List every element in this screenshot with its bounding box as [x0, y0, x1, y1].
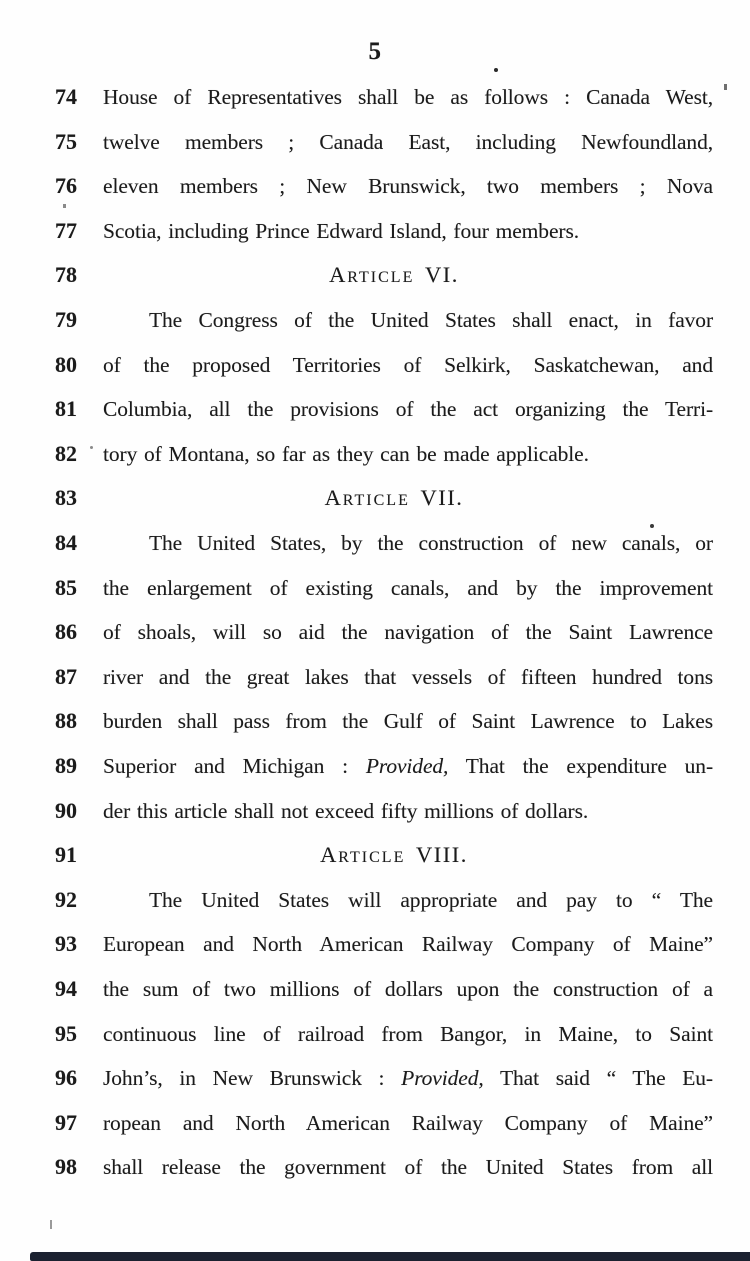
line-number: 87 [55, 663, 77, 689]
text-segment: of the proposed Territories of Selkirk, Saskatchewan, and [103, 352, 713, 377]
article-heading [103, 253, 713, 298]
line-text [103, 610, 713, 655]
scan-speck [90, 446, 93, 449]
smallcaps-text: Article [324, 485, 410, 511]
document-line [0, 789, 713, 834]
line-number: 83 [55, 485, 77, 511]
document-line [0, 1012, 713, 1057]
line-text [103, 967, 713, 1012]
document-line [0, 1145, 713, 1190]
italic-text: Provided, [365, 754, 449, 778]
document-line [0, 75, 713, 120]
line-text [103, 1145, 713, 1190]
line-text [103, 387, 713, 432]
text-segment: John’s, in New Brunswick : [103, 1066, 402, 1091]
line-number: 96 [55, 1065, 77, 1091]
line-number: 85 [55, 574, 77, 600]
line-number: 75 [55, 128, 77, 154]
line-text [103, 521, 713, 566]
text-segment: ropean and North American Railway Company of Maine” [103, 1110, 713, 1135]
scan-speck [494, 68, 498, 72]
document-line [0, 1056, 713, 1101]
line-text [103, 1056, 713, 1101]
line-number: 84 [55, 530, 77, 555]
line-text [103, 566, 713, 611]
text-segment: That the expenditure un- [448, 754, 714, 778]
smallcaps-text: Article [329, 262, 415, 288]
line-number: 89 [55, 753, 77, 778]
line-number: 93 [55, 931, 77, 957]
text-segment: House of Representatives shall be as follows : Canada West, [103, 85, 713, 109]
line-text [103, 343, 713, 388]
line-number: 77 [55, 217, 77, 243]
line-text [103, 789, 713, 834]
document-line [0, 298, 713, 343]
document-line [0, 521, 713, 566]
scan-speck [724, 84, 727, 90]
document-line [0, 744, 713, 789]
text-segment: river and the great lakes that vessels of fifteen hundred tons [103, 664, 713, 689]
text-segment: European and North American Railway Company of Maine” [103, 932, 713, 957]
line-number: 88 [55, 708, 77, 734]
text-segment: burden shall pass from the Gulf of Saint Lawrence to Lakes [103, 709, 713, 734]
text-segment: Superior and Michigan : [103, 754, 366, 778]
text-segment: Scotia, including Prince Edward Island, four members. [103, 218, 579, 243]
line-number: 80 [55, 351, 77, 377]
line-number: 90 [55, 797, 77, 823]
article-heading-row [0, 253, 713, 298]
text-segment: That said “ The Eu- [483, 1066, 713, 1091]
article-heading [103, 833, 713, 878]
text-segment: The Congress of the United States shall enact, in favor [149, 308, 713, 332]
document-line [0, 566, 713, 611]
document-line [0, 610, 713, 655]
line-text [103, 432, 713, 477]
article-heading-row [0, 833, 713, 878]
text-segment: shall release the government of the United States from all [103, 1155, 713, 1180]
text-segment: twelve members ; Canada East, including Newfoundland, [103, 129, 713, 154]
text-segment: the sum of two millions of dollars upon the construction of a [103, 977, 713, 1001]
text-segment: VI. [414, 262, 459, 288]
line-text [103, 922, 713, 967]
line-number: 76 [55, 173, 77, 199]
scan-speck [650, 524, 654, 528]
text-segment: continuous line of railroad from Bangor, in Maine, to Saint [103, 1021, 713, 1046]
document-line [0, 967, 713, 1012]
line-number: 91 [55, 842, 77, 868]
text-segment: eleven members ; New Brunswick, two members ; Nova [103, 174, 713, 199]
text-segment: The United States, by the construction of new canals, or [149, 531, 713, 555]
line-text [103, 75, 713, 120]
document-line [0, 209, 713, 254]
line-number: 94 [55, 976, 77, 1001]
document-line [0, 1101, 713, 1146]
text-segment: VIII. [405, 842, 468, 868]
line-number: 78 [55, 262, 77, 288]
line-number: 86 [55, 619, 77, 645]
article-heading-row [0, 476, 713, 521]
line-number: 95 [55, 1020, 77, 1046]
line-number: 92 [55, 886, 77, 912]
line-number: 74 [55, 84, 77, 109]
line-text [103, 120, 713, 165]
line-text [103, 744, 713, 789]
document-line [0, 387, 713, 432]
line-text [103, 164, 713, 209]
line-number: 98 [55, 1154, 77, 1180]
line-text [103, 209, 713, 254]
smallcaps-text: Article [320, 842, 406, 868]
document-line [0, 343, 713, 388]
scan-speck [50, 1220, 52, 1229]
line-text [103, 1012, 713, 1057]
line-text [103, 655, 713, 700]
line-number: 81 [55, 396, 77, 422]
scan-edge-artifact [30, 1252, 750, 1261]
line-number: 82 [55, 440, 77, 466]
line-number: 79 [55, 307, 77, 332]
document-line [0, 699, 713, 744]
text-segment: The United States will appropriate and pay to “ The [149, 887, 713, 912]
text-segment: the enlargement of existing canals, and by the improvement [103, 575, 713, 600]
document-line [0, 878, 713, 923]
line-number: 97 [55, 1109, 77, 1135]
line-text [103, 298, 713, 343]
document-line [0, 922, 713, 967]
text-segment: of shoals, will so aid the navigation of the Saint Lawrence [103, 620, 713, 645]
text-segment: der this article shall not exceed fifty millions of dollars. [103, 798, 589, 823]
scan-speck [63, 204, 66, 208]
document-line [0, 164, 713, 209]
article-heading [103, 476, 713, 521]
page-number: 5 [368, 38, 382, 65]
text-segment: Columbia, all the provisions of the act organizing the Terri- [103, 397, 713, 422]
line-text [103, 699, 713, 744]
line-text [103, 1101, 713, 1146]
italic-text: Provided, [401, 1066, 484, 1091]
line-text [103, 878, 713, 923]
document-line [0, 432, 713, 477]
text-segment: VII. [409, 485, 464, 511]
document-line [0, 655, 713, 700]
document-line [0, 120, 713, 165]
text-segment: tory of Montana, so far as they can be made applicable. [103, 441, 589, 466]
